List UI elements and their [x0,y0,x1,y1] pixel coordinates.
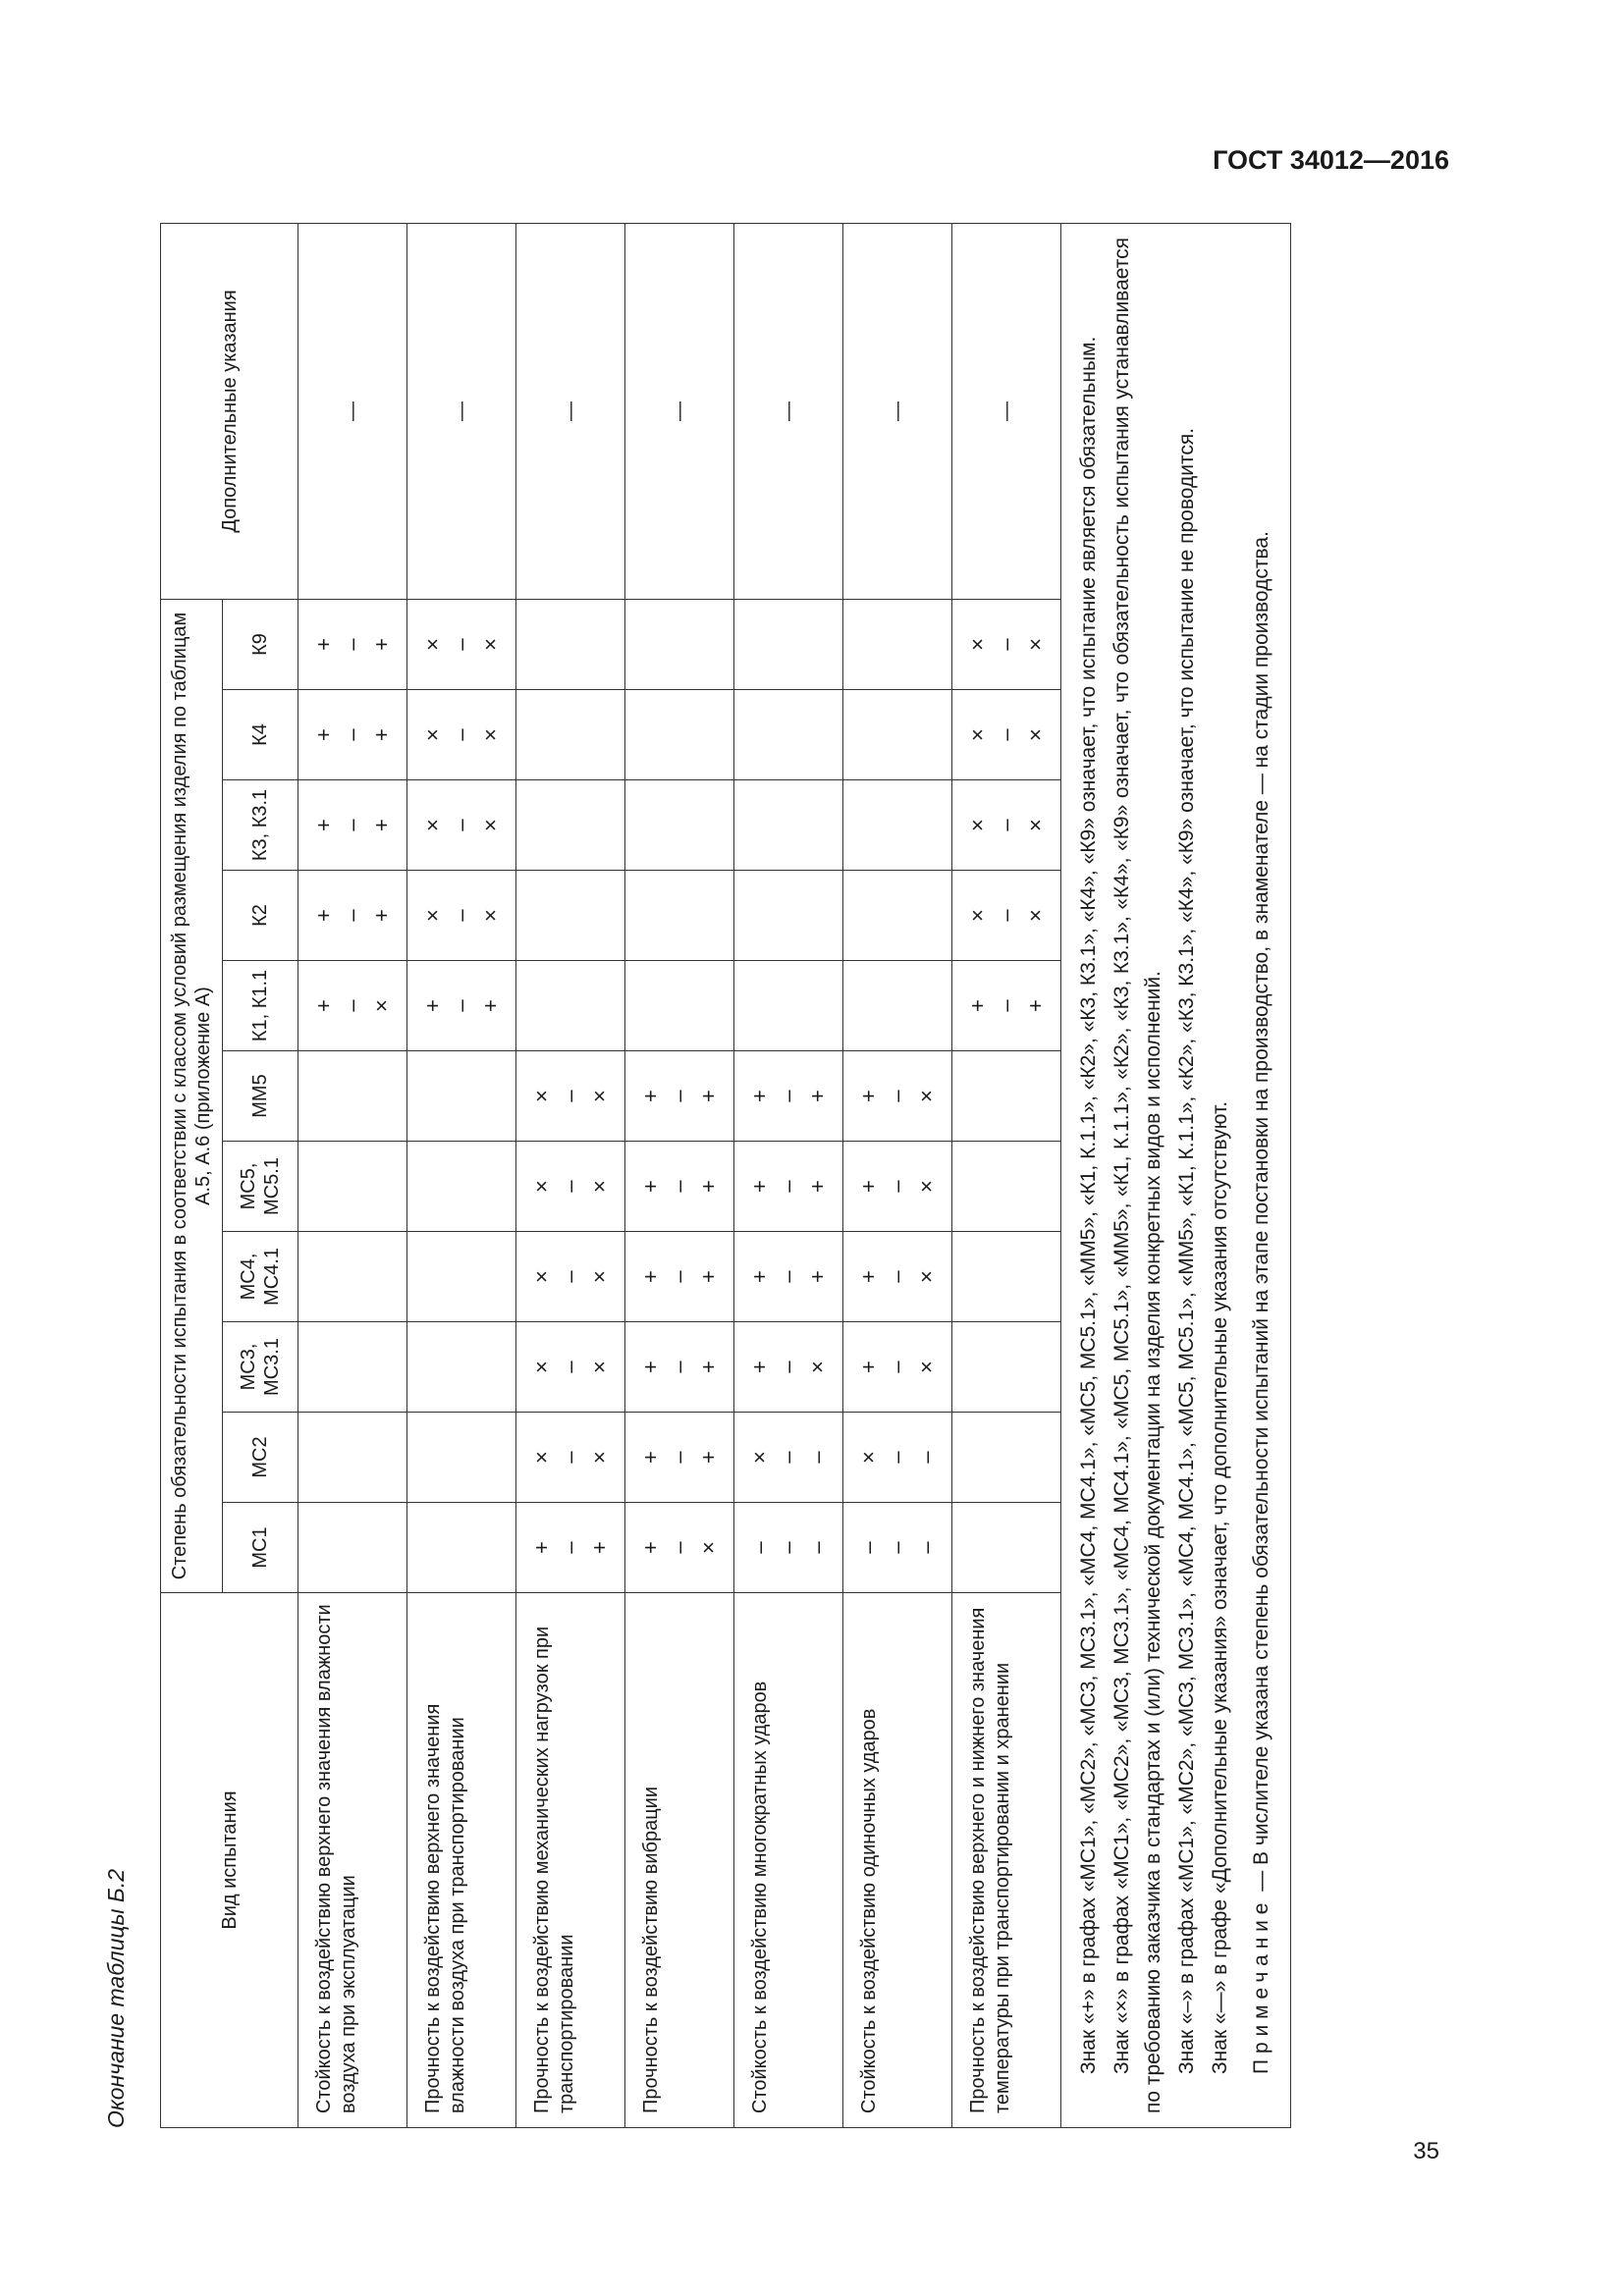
requirement-cell [407,1503,516,1593]
requirement-symbol: × [913,1090,939,1102]
requirement-symbol: + [856,1090,882,1102]
requirement-symbol: + [638,1541,664,1554]
requirement-cell [952,1322,1061,1413]
requirement-cell [516,1322,625,1413]
requirement-symbol: – [776,1541,801,1554]
requirement-symbol: × [965,638,991,651]
table-row [734,223,843,2127]
requirement-cell [298,1503,407,1593]
requirement-cell [625,1322,734,1413]
requirement-symbol: – [994,999,1019,1012]
remark-label: Примечание [1249,1896,1272,2074]
requirement-symbol: – [776,1270,801,1283]
header-class: К1, К1.1 [223,961,298,1051]
requirement-cell [516,961,625,1051]
requirement-symbol: × [529,1180,555,1193]
requirement-cell [298,1142,407,1232]
requirement-cell [298,1322,407,1413]
requirement-symbol: × [477,728,503,741]
requirement-cell [952,871,1061,961]
remark-text: — В числителе указана степень обязательности испытаний на этапе постановки на производство, в знаменателе — на стадии производства. [1249,531,1272,1892]
requirement-cell [734,1051,843,1142]
requirement-cell [843,961,952,1051]
requirement-cell [952,1232,1061,1322]
requirement-symbol: × [1022,638,1048,651]
requirement-symbol: × [913,1361,939,1373]
legend-note: Знак «+» в графах «МС1», «МС2», «МС3, МС3.1», «МС4, МС4.1», «МС5, МС5.1», «ММ5», «К1, К.1.1», «К2», «К3, К3.1», «К4», «К9» означает, что испытание является обязательным. [1077,336,1100,2074]
requirement-symbol: – [885,1361,910,1373]
requirement-cell [625,961,734,1051]
requirement-cell [843,1232,952,1322]
legend-note: Знак «—» в графе «Дополнительные указания» означает, что дополнительные указания отсутствуют. [1208,1100,1231,2074]
requirement-symbol: × [529,1270,555,1283]
requirement-symbol: + [368,728,394,741]
requirement-symbol: + [638,1451,664,1464]
requirement-symbol: – [340,999,365,1012]
requirement-cell [734,871,843,961]
requirement-symbol: × [747,1451,773,1464]
requirement-cell [407,871,516,961]
requirement-symbol: – [856,1541,882,1554]
requirement-cell [952,780,1061,871]
requirement-symbol: × [913,1180,939,1193]
requirement-symbol: × [965,819,991,831]
test-type-cell: Стойкость к воздействию верхнего значения влажности воздуха при эксплуатации [298,1593,407,2128]
requirement-symbol: + [695,1361,721,1373]
requirement-cell [516,1413,625,1503]
requirement-symbol: – [340,728,365,741]
requirement-cell [734,1503,843,1593]
requirement-symbol: – [994,909,1019,922]
requirement-cell [516,690,625,780]
requirement-symbol: × [586,1270,612,1283]
requirement-symbol: – [994,638,1019,651]
requirement-symbol: + [747,1180,773,1193]
table-row [516,223,625,2127]
extra-instructions-cell: — [516,223,625,599]
requirement-symbol: × [477,638,503,651]
requirement-symbol: × [695,1541,721,1554]
header-class: К4 [223,690,298,780]
extra-instructions-cell: — [734,223,843,599]
header-class: ММ5 [223,1051,298,1142]
requirement-cell [516,1232,625,1322]
test-requirements-table [160,223,1291,2128]
requirement-symbol: + [638,1270,664,1283]
requirement-cell [952,1142,1061,1232]
requirement-cell [516,780,625,871]
table-row [298,223,407,2127]
requirement-symbol: – [804,1451,830,1464]
requirement-symbol: + [368,819,394,831]
requirement-cell [734,1322,843,1413]
requirement-symbol: + [311,909,337,922]
requirement-symbol: – [449,819,474,831]
requirement-symbol: + [368,909,394,922]
header-class: МС3, МС3.1 [223,1322,298,1413]
requirement-cell [407,1322,516,1413]
requirement-cell [298,961,407,1051]
requirement-symbol: + [856,1180,882,1193]
requirement-symbol: + [311,999,337,1012]
extra-instructions-cell: — [298,223,407,599]
test-type-cell: Прочность к воздействию вибрации [625,1593,734,2128]
requirement-cell [407,1142,516,1232]
table-row [843,223,952,2127]
requirement-symbol: × [586,1361,612,1373]
header-class: МС2 [223,1413,298,1503]
table-row [625,223,734,2127]
requirement-symbol: × [1022,728,1048,741]
document-code: ГОСТ 34012—2016 [1213,145,1449,175]
requirement-symbol: + [695,1090,721,1102]
requirement-cell [625,1232,734,1322]
requirement-symbol: × [586,1180,612,1193]
requirement-cell [516,1051,625,1142]
requirement-symbol: – [667,1541,692,1554]
requirement-cell [298,690,407,780]
requirement-symbol: + [368,638,394,651]
header-class: МС4, МС4.1 [223,1232,298,1322]
requirement-symbol: × [368,999,394,1012]
requirement-cell [407,961,516,1051]
header-class: К3, К3.1 [223,780,298,871]
requirement-cell [843,1503,952,1593]
requirement-symbol: – [885,1270,910,1283]
header-class: МС5, МС5.1 [223,1142,298,1232]
requirement-symbol: – [804,1541,830,1554]
requirement-cell [843,780,952,871]
requirement-symbol: + [638,1090,664,1102]
requirement-symbol: × [420,728,446,741]
requirement-cell [952,1503,1061,1593]
requirement-symbol: + [747,1361,773,1373]
requirement-symbol: – [994,819,1019,831]
requirement-symbol: × [420,819,446,831]
header-test-type: Вид испытания [161,1593,298,2128]
requirement-symbol: × [586,1090,612,1102]
notes-row [1061,223,1291,2127]
table-remark [1246,238,1277,2113]
requirement-symbol: – [340,819,365,831]
requirement-cell [734,690,843,780]
requirement-symbol: – [913,1451,939,1464]
requirement-symbol: × [965,909,991,922]
requirement-symbol: – [885,1541,910,1554]
test-type-cell: Прочность к воздействию верхнего и нижнего значения температуры при транспортировании и хранении [952,1593,1061,2128]
requirement-cell [298,780,407,871]
requirement-cell [516,871,625,961]
requirement-symbol: × [965,728,991,741]
requirement-symbol: + [1022,999,1048,1012]
requirement-symbol: – [747,1541,773,1554]
requirement-cell [298,871,407,961]
requirement-cell [625,1503,734,1593]
requirement-cell [298,1232,407,1322]
extra-instructions-cell: — [625,223,734,599]
requirement-symbol: – [885,1090,910,1102]
test-type-cell: Стойкость к воздействию одиночных ударов [843,1593,952,2128]
table-row [952,223,1061,2127]
requirement-symbol: + [856,1361,882,1373]
requirement-cell [407,1051,516,1142]
requirement-cell [407,1232,516,1322]
requirement-symbol: × [420,638,446,651]
requirement-symbol: + [420,999,446,1012]
requirement-cell [625,871,734,961]
requirement-cell [952,1051,1061,1142]
requirement-symbol: – [667,1451,692,1464]
requirement-cell [843,599,952,689]
requirement-symbol: + [477,999,503,1012]
requirement-symbol: + [747,1090,773,1102]
requirement-cell [734,961,843,1051]
requirement-cell [516,1503,625,1593]
header-class: К9 [223,599,298,689]
requirement-symbol: × [529,1090,555,1102]
requirement-symbol: + [856,1270,882,1283]
requirement-cell [843,1322,952,1413]
requirement-symbol: + [804,1090,830,1102]
requirement-cell [625,1051,734,1142]
requirement-cell [516,1142,625,1232]
test-type-cell: Стойкость к воздействию многократных ударов [734,1593,843,2128]
requirement-symbol: – [667,1361,692,1373]
requirement-symbol: – [558,1451,583,1464]
requirement-cell [843,871,952,961]
requirement-symbol: – [558,1541,583,1554]
requirement-cell [952,599,1061,689]
requirement-cell [734,780,843,871]
requirement-symbol: – [776,1451,801,1464]
requirement-symbol: – [340,638,365,651]
table-caption: Окончание таблицы Б.2 [103,1868,129,2128]
requirement-cell [843,1051,952,1142]
requirement-symbol: × [477,909,503,922]
requirement-symbol: + [311,638,337,651]
extra-instructions-cell: — [843,223,952,599]
requirement-cell [952,690,1061,780]
requirement-symbol: – [449,909,474,922]
requirement-cell [407,1413,516,1503]
requirement-symbol: – [558,1180,583,1193]
requirement-cell [625,1413,734,1503]
requirement-symbol: + [695,1451,721,1464]
table-row [407,223,516,2127]
extra-instructions-cell: — [407,223,516,599]
header-class: К2 [223,871,298,961]
requirement-symbol: – [558,1270,583,1283]
requirement-cell [625,1142,734,1232]
requirement-cell [407,780,516,871]
requirement-cell [298,1051,407,1142]
header-class-group: Степень обязательности испытания в соответствии с классом условий размещения изделия по таблицам А.5, А.6 (приложение А) [161,599,223,1592]
notes-cell [1061,223,1291,2127]
requirement-cell [516,599,625,689]
requirement-cell [734,1413,843,1503]
requirement-symbol: × [586,1451,612,1464]
requirement-symbol: – [913,1541,939,1554]
requirement-symbol: – [994,728,1019,741]
requirement-symbol: – [558,1361,583,1373]
test-type-cell: Прочность к воздействию верхнего значения влажности воздуха при транспортировании [407,1593,516,2128]
test-type-cell: Прочность к воздействию механических нагрузок при транспортировании [516,1593,625,2128]
rotated-content [103,224,1438,2128]
requirement-symbol: + [965,999,991,1012]
page-number: 35 [1413,2138,1439,2164]
requirement-symbol: + [638,1361,664,1373]
requirement-cell [952,1413,1061,1503]
requirement-cell [407,599,516,689]
requirement-symbol: – [776,1180,801,1193]
requirement-symbol: – [885,1451,910,1464]
requirement-cell [734,1232,843,1322]
requirement-symbol: × [804,1361,830,1373]
requirement-symbol: – [885,1180,910,1193]
requirement-cell [625,690,734,780]
requirement-cell [298,1413,407,1503]
requirement-symbol: + [804,1180,830,1193]
requirement-symbol: + [586,1541,612,1554]
requirement-symbol: + [695,1270,721,1283]
requirement-symbol: – [449,999,474,1012]
requirement-symbol: × [477,819,503,831]
requirement-cell [734,1142,843,1232]
requirement-symbol: – [667,1090,692,1102]
header-class: МС1 [223,1503,298,1593]
requirement-cell [298,599,407,689]
requirement-symbol: – [449,728,474,741]
requirement-cell [843,690,952,780]
requirement-cell [407,690,516,780]
requirement-symbol: × [1022,819,1048,831]
requirement-symbol: – [776,1361,801,1373]
requirement-symbol: – [776,1090,801,1102]
requirement-symbol: × [529,1361,555,1373]
requirement-cell [625,599,734,689]
requirement-symbol: + [804,1270,830,1283]
legend-note: Знак «–» в графах «МС1», «МС2», «МС3, МС3.1», «МС4, МС4.1», «МС5, МС5.1», «ММ5», «К1, К.1.1», «К2», «К3, К3.1», «К4», «К9» означает, что испытание не проводится. [1174,427,1198,2074]
requirement-symbol: × [420,909,446,922]
requirement-symbol: × [856,1451,882,1464]
requirement-symbol: – [667,1270,692,1283]
requirement-symbol: × [913,1270,939,1283]
requirement-cell [952,961,1061,1051]
requirement-symbol: – [340,909,365,922]
legend-note: Знак «×» в графах «МС1», «МС2», «МС3, МС3.1», «МС4, МС4.1», «МС5, МС5.1», «ММ5», «К1, К.1.1», «К2», «К3, К3.1», «К4», «К9» означает, что обязательность испытания устанавливается по требованию заказчика в стандартах и (или) технической документации на изделия конкретных видов и исполнений. [1110,237,1164,2113]
requirement-cell [843,1142,952,1232]
extra-instructions-cell: — [952,223,1061,599]
requirement-symbol: + [311,728,337,741]
requirement-symbol: × [1022,909,1048,922]
requirement-symbol: – [667,1180,692,1193]
header-extra-instructions: Дополнительные указания [161,223,298,599]
requirement-cell [843,1413,952,1503]
requirement-cell [734,599,843,689]
requirement-cell [625,780,734,871]
requirement-symbol: + [638,1180,664,1193]
requirement-symbol: – [558,1090,583,1102]
requirement-symbol: – [449,638,474,651]
requirement-symbol: + [747,1270,773,1283]
requirement-symbol: + [695,1180,721,1193]
requirement-symbol: + [529,1541,555,1554]
requirement-symbol: + [311,819,337,831]
requirement-symbol: × [529,1451,555,1464]
